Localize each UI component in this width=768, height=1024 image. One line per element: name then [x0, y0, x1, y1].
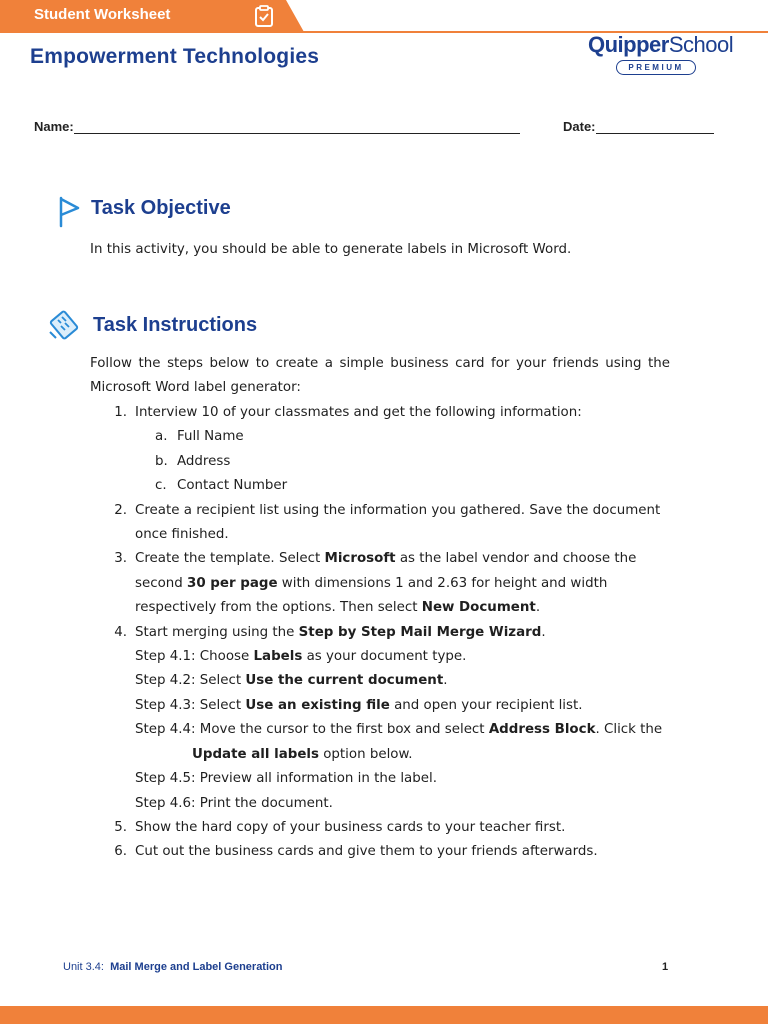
date-field[interactable]: Date:: [563, 119, 714, 134]
step-item: Step 4.2: Select Use the current document.: [135, 673, 448, 689]
step-item: Step 4.6: Print the document.: [135, 795, 333, 811]
list-item: 6. Cut out the business cards and give them to your friends afterwards.: [114, 844, 598, 860]
instructions-intro: Follow the steps below to create a simple business card for your friends using the Microsoft Word label generator:: [90, 356, 670, 396]
name-field[interactable]: Name:: [34, 119, 520, 134]
step-item: Step 4.1: Choose Labels as your document type.: [135, 649, 467, 665]
instructions-icon: [46, 308, 82, 342]
list-item: 2. Create a recipient list using the information you gathered. Save the document once finished.: [114, 502, 661, 543]
list-item: 4. Start merging using the Step by Step Mail Merge Wizard.: [114, 624, 546, 640]
sub-item: a. Full Name: [155, 429, 244, 445]
step-item: Step 4.3: Select Use an existing file and open your recipient list.: [135, 697, 583, 713]
step-item-continued: Update all labels option below.: [192, 746, 413, 762]
step-item: Step 4.4: Move the cursor to the first box and select Address Block. Click the: [135, 722, 663, 738]
sub-item: c. Contact Number: [155, 478, 288, 494]
subject-title: Empowerment Technologies: [30, 45, 320, 68]
footer-bar: [0, 1006, 768, 1024]
task-instructions-title: Task Instructions: [93, 314, 258, 336]
page-number: 1: [662, 961, 669, 973]
sub-item: b. Address: [155, 453, 231, 469]
clipboard-check-icon: [254, 5, 274, 27]
step-item: Step 4.5: Preview all information in the label.: [135, 771, 437, 787]
list-item: 3. Create the template. Select Microsoft as the label vendor and choose the second 30 per page with dimensions 1 and 2.63 for height and width respectively from the options. Then select New Document.: [114, 551, 637, 616]
list-item: 1. Interview 10 of your classmates and get the following information:: [114, 405, 582, 420]
footer-unit: Unit 3.4: Mail Merge and Label Generation: [63, 961, 283, 973]
tab-label: Student Worksheet: [34, 6, 171, 23]
list-item: 5. Show the hard copy of your business cards to your teacher first.: [114, 819, 566, 835]
flag-icon: [56, 195, 82, 229]
objective-text: In this activity, you should be able to generate labels in Microsoft Word.: [90, 242, 572, 257]
quipper-logo: QuipperSchool PREMIUM: [588, 32, 728, 75]
task-objective-title: Task Objective: [91, 197, 231, 219]
premium-badge: PREMIUM: [616, 60, 696, 75]
instruction-list: [90, 401, 680, 865]
